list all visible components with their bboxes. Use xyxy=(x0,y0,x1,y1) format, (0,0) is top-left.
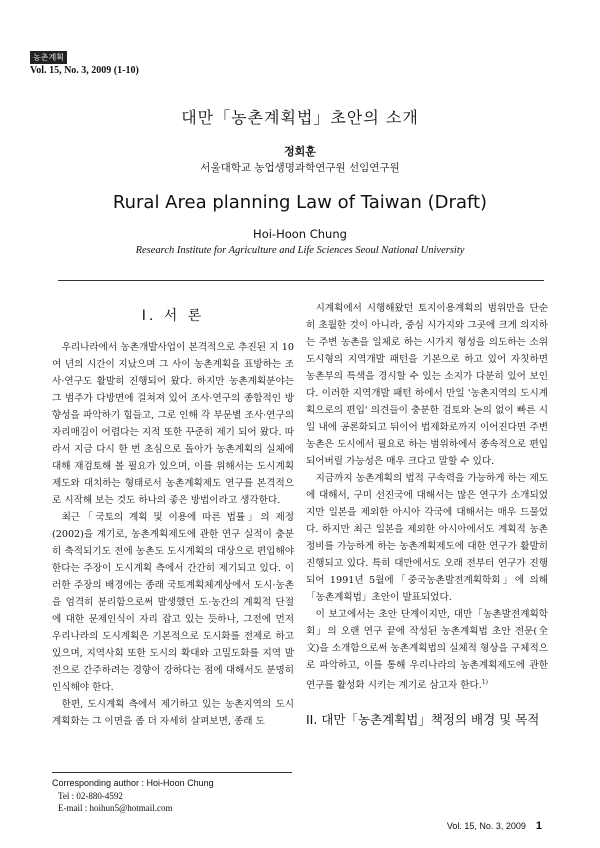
section-2-heading: II. 대만「농촌계획법」책정의 배경 및 목적 xyxy=(306,712,540,728)
author-email: E-mail : hoihun5@hotmail.com xyxy=(58,803,173,813)
footnote-marker: 1) xyxy=(481,679,489,686)
journal-volume-line: Vol. 15, No. 3, 2009 (1-10) xyxy=(30,65,139,76)
paragraph: 한편, 도시계획 측에서 제기하고 있는 농촌지역의 도시계획화는 그 이면을 좀 더 자세히 살펴보면, 종래 도 xyxy=(52,699,294,727)
right-column xyxy=(306,300,548,729)
paragraph-text: 이 보고에서는 초안 단계이지만, 대만「농촌발전계획학회」의 오랜 연구 끝에 작성된 농촌계획법 초안 전문(全文)을 소개함으로써 농촌계획법의 실체적 형상을 구체적으로 파악하고, 이를 통해 우리나라의 농촌계획제도에 관한 연구를 활성화 시키는 계기로 삼고자 한다. xyxy=(306,609,548,692)
english-author: Hoi-Hoon Chung xyxy=(253,227,347,241)
page-footer xyxy=(447,820,542,832)
footnote xyxy=(52,777,214,815)
author-tel: Tel : 02-880-4592 xyxy=(58,790,123,801)
left-column xyxy=(52,300,294,730)
korean-title: 대만「농촌계획법」초안의 소개 xyxy=(181,108,419,127)
paragraph xyxy=(306,606,548,694)
footnote-divider xyxy=(52,772,292,773)
title-divider xyxy=(58,280,544,281)
paragraph: 시계획에서 시행해왔던 토지이용계획의 범위만을 단순히 초월한 것이 아니라, 중심 시가지와 그곳에 크게 의지하는 주변 농촌을 일체로 하는 시가지 형성을 의도하는 소위 도시형의 지역개발 패턴을 기본으로 하고 있어 자칫하면 농촌부의 특색을 경시할 수 있는 소지가 다분히 있어 보인다. 이러한 지역개발 패턴 하에서 만일 '농촌지역의 도시계획으로의 편입' 의견들이 충분한 검토와 논의 없이 빠른 시일 내에 공론화되고 뒤이어 법제화로까지 이어진다면 주변 농촌은 도시에서 필요로 하는 범위하에서 종속적으로 편입 되어버릴 가능성은 매우 크다고 말할 수 있다. xyxy=(306,303,548,467)
korean-author: 정회훈 xyxy=(284,145,316,158)
journal-tag: 농촌계획 xyxy=(30,51,67,64)
paragraph: 우리나라에서 농촌개발사업이 본격적으로 추진된 지 10여 년의 시간이 지났으며 그 사이 농촌계획을 표방하는 조사·연구도 활발히 진행되어 왔다. 하지만 농촌계획분야는 그 범주가 다방면에 걸쳐져 있어 조사·연구의 종합적인 방향성을 파악하기 힘들고, 그로 인해 각 부문별 조사·연구의 자리매김이 어렵다는 지적 또한 꾸준히 제기 되어 왔다. 따라서 지금 다시 한 번 초심으로 돌아가 농촌계획의 실체에 대해 재검토해 볼 필요가 있으며, 이를 위해서는 도시계획제도와 대치하는 형태로서 농촌계획제도 연구를 본격적으로 시작해 보는 것도 하나의 좋은 방법이라고 생각한다. xyxy=(52,342,294,506)
footer-journal-info: Vol. 15, No. 3, 2009 xyxy=(446,821,526,831)
corresponding-author: Corresponding author : Hoi-Hoon Chung xyxy=(52,778,214,788)
section-1-heading: I. 서 론 xyxy=(141,308,205,324)
page-number: 1 xyxy=(535,820,542,832)
english-affiliation: Research Institute for Agriculture and Life Sciences Seoul National University xyxy=(135,245,465,256)
paragraph: 최근「국토의 계획 및 이용에 따른 법률」의 제정(2002)을 계기로, 농촌계획제도에 관한 연구 실적이 충분히 축적되기도 전에 농촌도 도시계획의 대상으로 편입해야 한다는 주장이 도시계획 측에서 간간히 제기되고 있다. 이러한 주장의 배경에는 종래 국토계획체계상에서 도시·농촌을 엄격히 분리함으로써 발생했던 도·농간의 계획적 단절에 대한 문제인식이 자리 잡고 있는 듯하나, 그전에 먼저 우리나라의 도시계획은 기본적으로 도시화를 전제로 하고 있으며, 지역사회 또한 도시의 확대와 고밀도화를 지역 발전으로 간주하려는 경향이 강하다는 점에 대해서도 분명히 인식해야 한다. xyxy=(52,512,294,693)
korean-affiliation: 서울대학교 농업생명과학연구원 선임연구원 xyxy=(200,162,400,174)
paragraph: 지금까지 농촌계획의 법적 구속력을 가능하게 하는 제도에 대해서, 구미 선진국에 대해서는 많은 연구가 소개되었지만 일본을 제외한 아시아 각국에 대해서는 매우 드물었다. 하지만 최근 일본을 제외한 아시아에서도 계획적 농촌정비를 가능하게 하는 농촌계획제도에 대한 연구가 활발히 진행되고 있다. 특히 대만에서도 오래 전부터 연구가 진행되어 1991년 5월에「중국농촌발전계획학회」에 의해「농촌계획법」초안이 발표되었다. xyxy=(306,473,548,603)
english-title: Rural Area planning Law of Taiwan (Draft) xyxy=(112,192,488,213)
